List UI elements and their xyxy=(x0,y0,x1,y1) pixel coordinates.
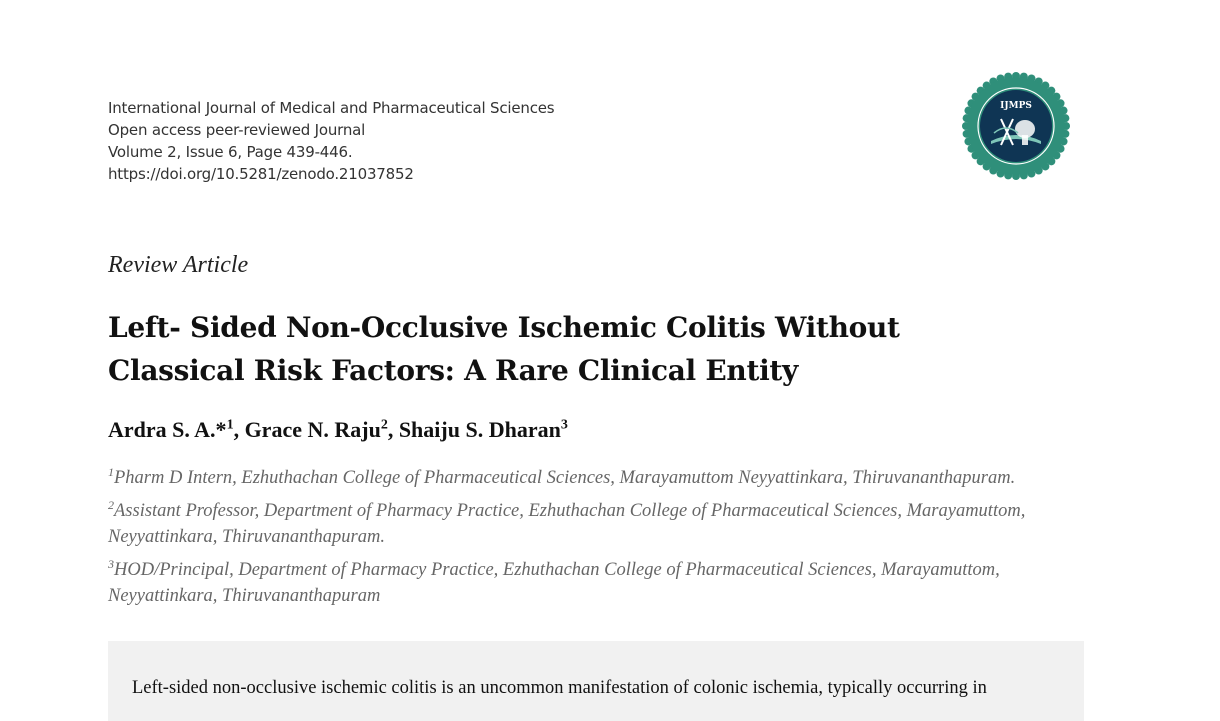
affiliations xyxy=(108,459,1088,610)
affiliation-1: $^1$Pharm D Intern, Ezhuthachan College of Pharmaceutical Sciences, Marayamuttom Neyyattinkara, Thiruvananthapuram. xyxy=(108,465,1016,489)
affiliation-2: $^2$Assistant Professor, Department of Pharmacy Practice, Ezhuthachan College of Pharmaceutical Sciences, Marayamuttom, Neyyattinkara, Thiruvananthapuram. xyxy=(108,497,1026,548)
author-list xyxy=(108,417,568,443)
abstract-text: Left-sided non-occlusive ischemic colitis is an uncommon manifestation of colonic ischemia, typically occurring in xyxy=(132,678,987,698)
author-3: Shaiju S. Dharan$^3$ xyxy=(398,417,568,442)
author-1: Ardra S. A.*$^1$, xyxy=(108,417,245,442)
abstract-box xyxy=(108,641,1084,721)
logo-text: IJMPS xyxy=(1000,101,1032,111)
journal-seal-icon xyxy=(961,71,1071,181)
journal-name: International Journal of Medical and Pharmaceutical Sciences xyxy=(108,99,555,117)
author-2: Grace N. Raju$^2$, xyxy=(244,417,399,442)
article-type: Review Article xyxy=(108,252,249,278)
doi-link[interactable]: https://doi.org/10.5281/zenodo.21037852 xyxy=(108,165,414,183)
affiliation-3: $^3$HOD/Principal, Department of Pharmacy Practice, Ezhuthachan College of Pharmaceutical Sciences, Marayamuttom, Neyyattinkara, Thiruvananthapuram xyxy=(108,556,1000,607)
journal-logo xyxy=(961,71,1071,181)
volume-info: Volume 2, Issue 6, Page 439-446. xyxy=(108,143,353,161)
journal-info xyxy=(108,97,554,185)
article-title: Left- Sided Non-Occlusive Ischemic Colitis Without Classical Risk Factors: A Rare Clinical Entity xyxy=(108,311,900,387)
journal-type: Open access peer-reviewed Journal xyxy=(108,121,366,139)
